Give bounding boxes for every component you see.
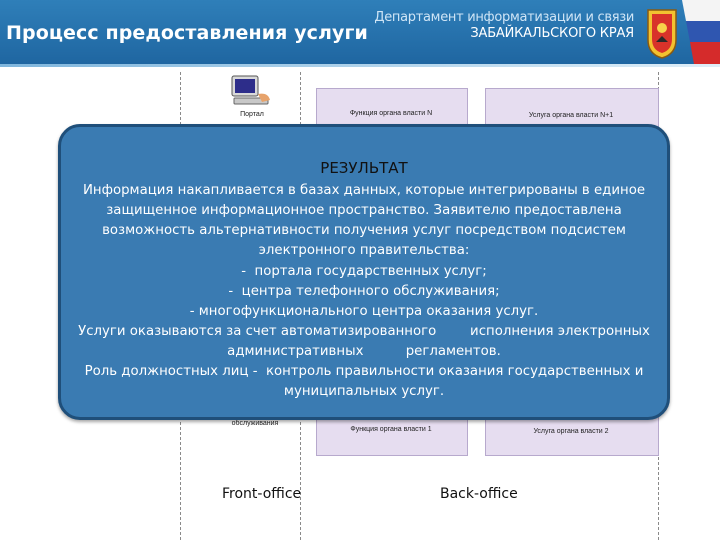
header-divider: [0, 64, 720, 67]
result-callout: [58, 124, 670, 420]
function-bottom-label: Функция органа власти 1: [350, 426, 432, 433]
result-text-line: защищенное информационное пространство. Заявителю предоставлена: [106, 203, 622, 218]
result-text-line: Информация накапливается в базах данных, которые интегрированы в единое: [82, 183, 646, 198]
result-text-line: - портала государственных услуг;: [241, 264, 487, 279]
org-name-line2: ЗАБАЙКАЛЬСКОГО КРАЯ: [470, 26, 634, 41]
page-title: Процесс предоставления услуги: [6, 22, 368, 44]
result-text-line: муниципальных услуг.: [283, 384, 445, 399]
result-text-line: - многофункционального центра оказания услуг.: [189, 304, 539, 319]
front-office-label: Front-office: [222, 486, 302, 502]
russian-flag-icon: [672, 0, 720, 64]
result-text-line: Услуги оказываются за счет автоматизированного исполнения электронных: [78, 324, 650, 339]
result-text-line: административных регламентов.: [227, 344, 501, 359]
computer-icon: [228, 74, 272, 108]
function-top-label: Функция органа власти N: [349, 110, 433, 117]
result-text-line: возможность альтернативности получения услуг посредством подсистем: [102, 223, 626, 238]
back-office-label: Back-office: [440, 486, 518, 502]
result-text-line: Роль должностных лиц - контроль правильности оказания государственных и: [84, 364, 644, 379]
portal-label: Портал: [240, 111, 264, 118]
left-bottom-label: обслуживания: [231, 420, 279, 427]
org-name-line1: Департамент информатизации и связи: [374, 10, 634, 25]
result-title: РЕЗУЛЬТАТ: [320, 159, 408, 177]
header-bar: [0, 0, 720, 64]
service-bottom-label: Услуга органа власти 2: [533, 428, 609, 435]
result-text-line: - центра телефонного обслуживания;: [228, 284, 500, 299]
result-text-line: электронного правительства:: [258, 243, 470, 258]
service-top-label: Услуга органа власти N+1: [528, 112, 614, 119]
